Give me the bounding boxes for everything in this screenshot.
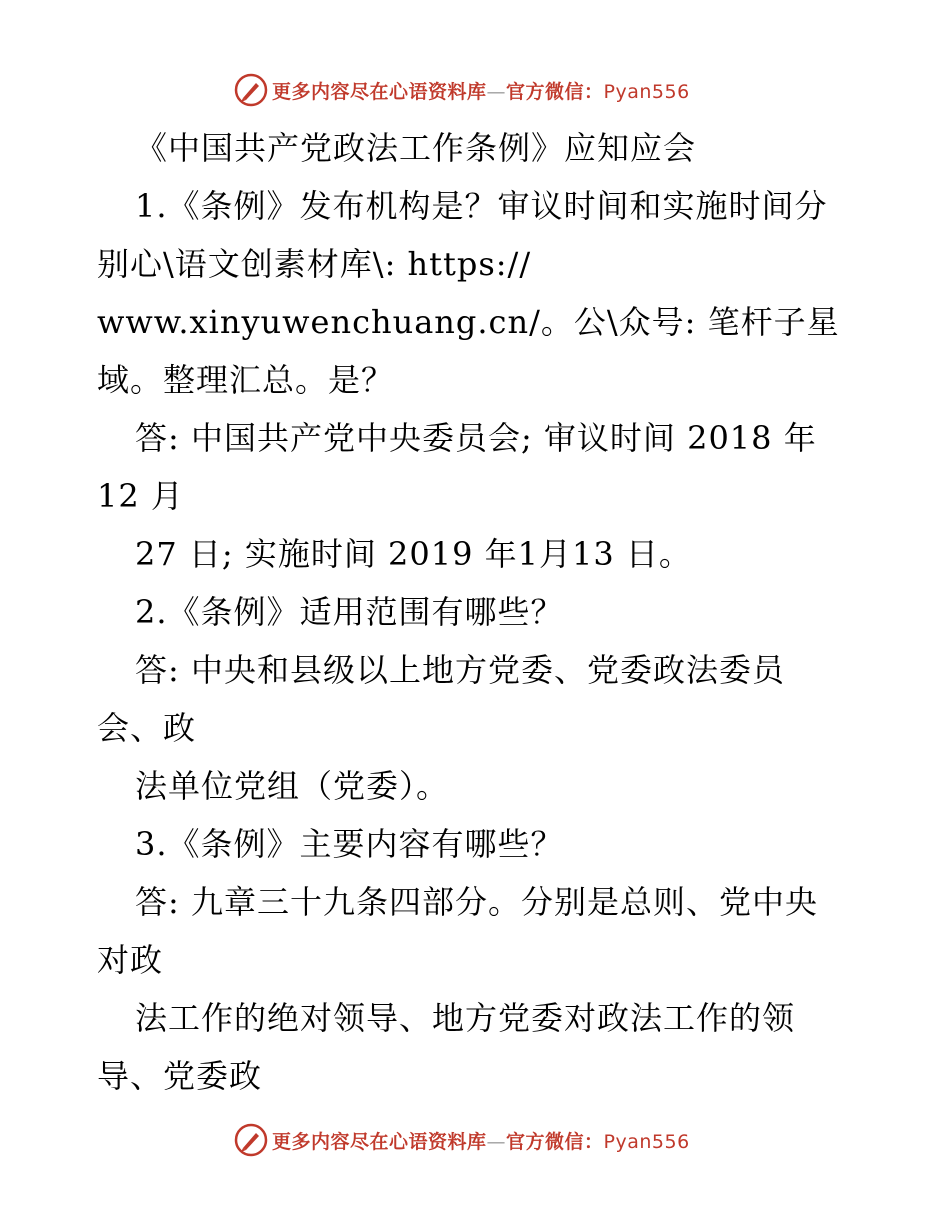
text-line: 域。整理汇总。是？ <box>97 361 395 399</box>
watermark-banner-top <box>0 70 950 110</box>
pen-logo-icon <box>234 1123 268 1157</box>
text-line: 12 月 <box>97 477 184 515</box>
text-line: 导、党委政 <box>97 1057 263 1095</box>
watermark-banner-bottom <box>0 1120 950 1160</box>
watermark-text: 更多内容尽在心语资料库—官方微信：Pyan556 <box>272 80 690 103</box>
text-line: 会、政 <box>97 709 197 747</box>
text-line: 法工作的绝对领导、地方党委对政法工作的领 <box>135 999 796 1037</box>
text-line: 2.《条例》适用范围有哪些？ <box>135 593 564 631</box>
text-line: 法单位党组（党委）。 <box>135 767 450 805</box>
text-line: 1.《条例》发布机构是？审议时间和实施时间分 <box>135 187 828 225</box>
text-line: 答: 中国共产党中央委员会; 审议时间 2018 年 <box>135 419 817 457</box>
text-line: www.xinyuwenchuang.cn/。公\众号: 笔杆子星 <box>97 303 840 341</box>
text-line: 对政 <box>97 941 164 979</box>
text-line: 答: 中央和县级以上地方党委、党委政法委员 <box>135 651 785 689</box>
document-title: 《中国共产党政法工作条例》应知应会 <box>135 129 697 167</box>
text-line: 别心\语文创素材库\: https:// <box>97 245 532 283</box>
text-line: 27 日; 实施时间 2019 年1月13 日。 <box>135 535 692 573</box>
text-line: 答: 九章三十九条四部分。分别是总则、党中央 <box>135 883 818 921</box>
watermark-text: 更多内容尽在心语资料库—官方微信：Pyan556 <box>272 1130 690 1153</box>
pen-logo-icon <box>234 73 268 107</box>
text-line: 3.《条例》主要内容有哪些？ <box>135 825 564 863</box>
